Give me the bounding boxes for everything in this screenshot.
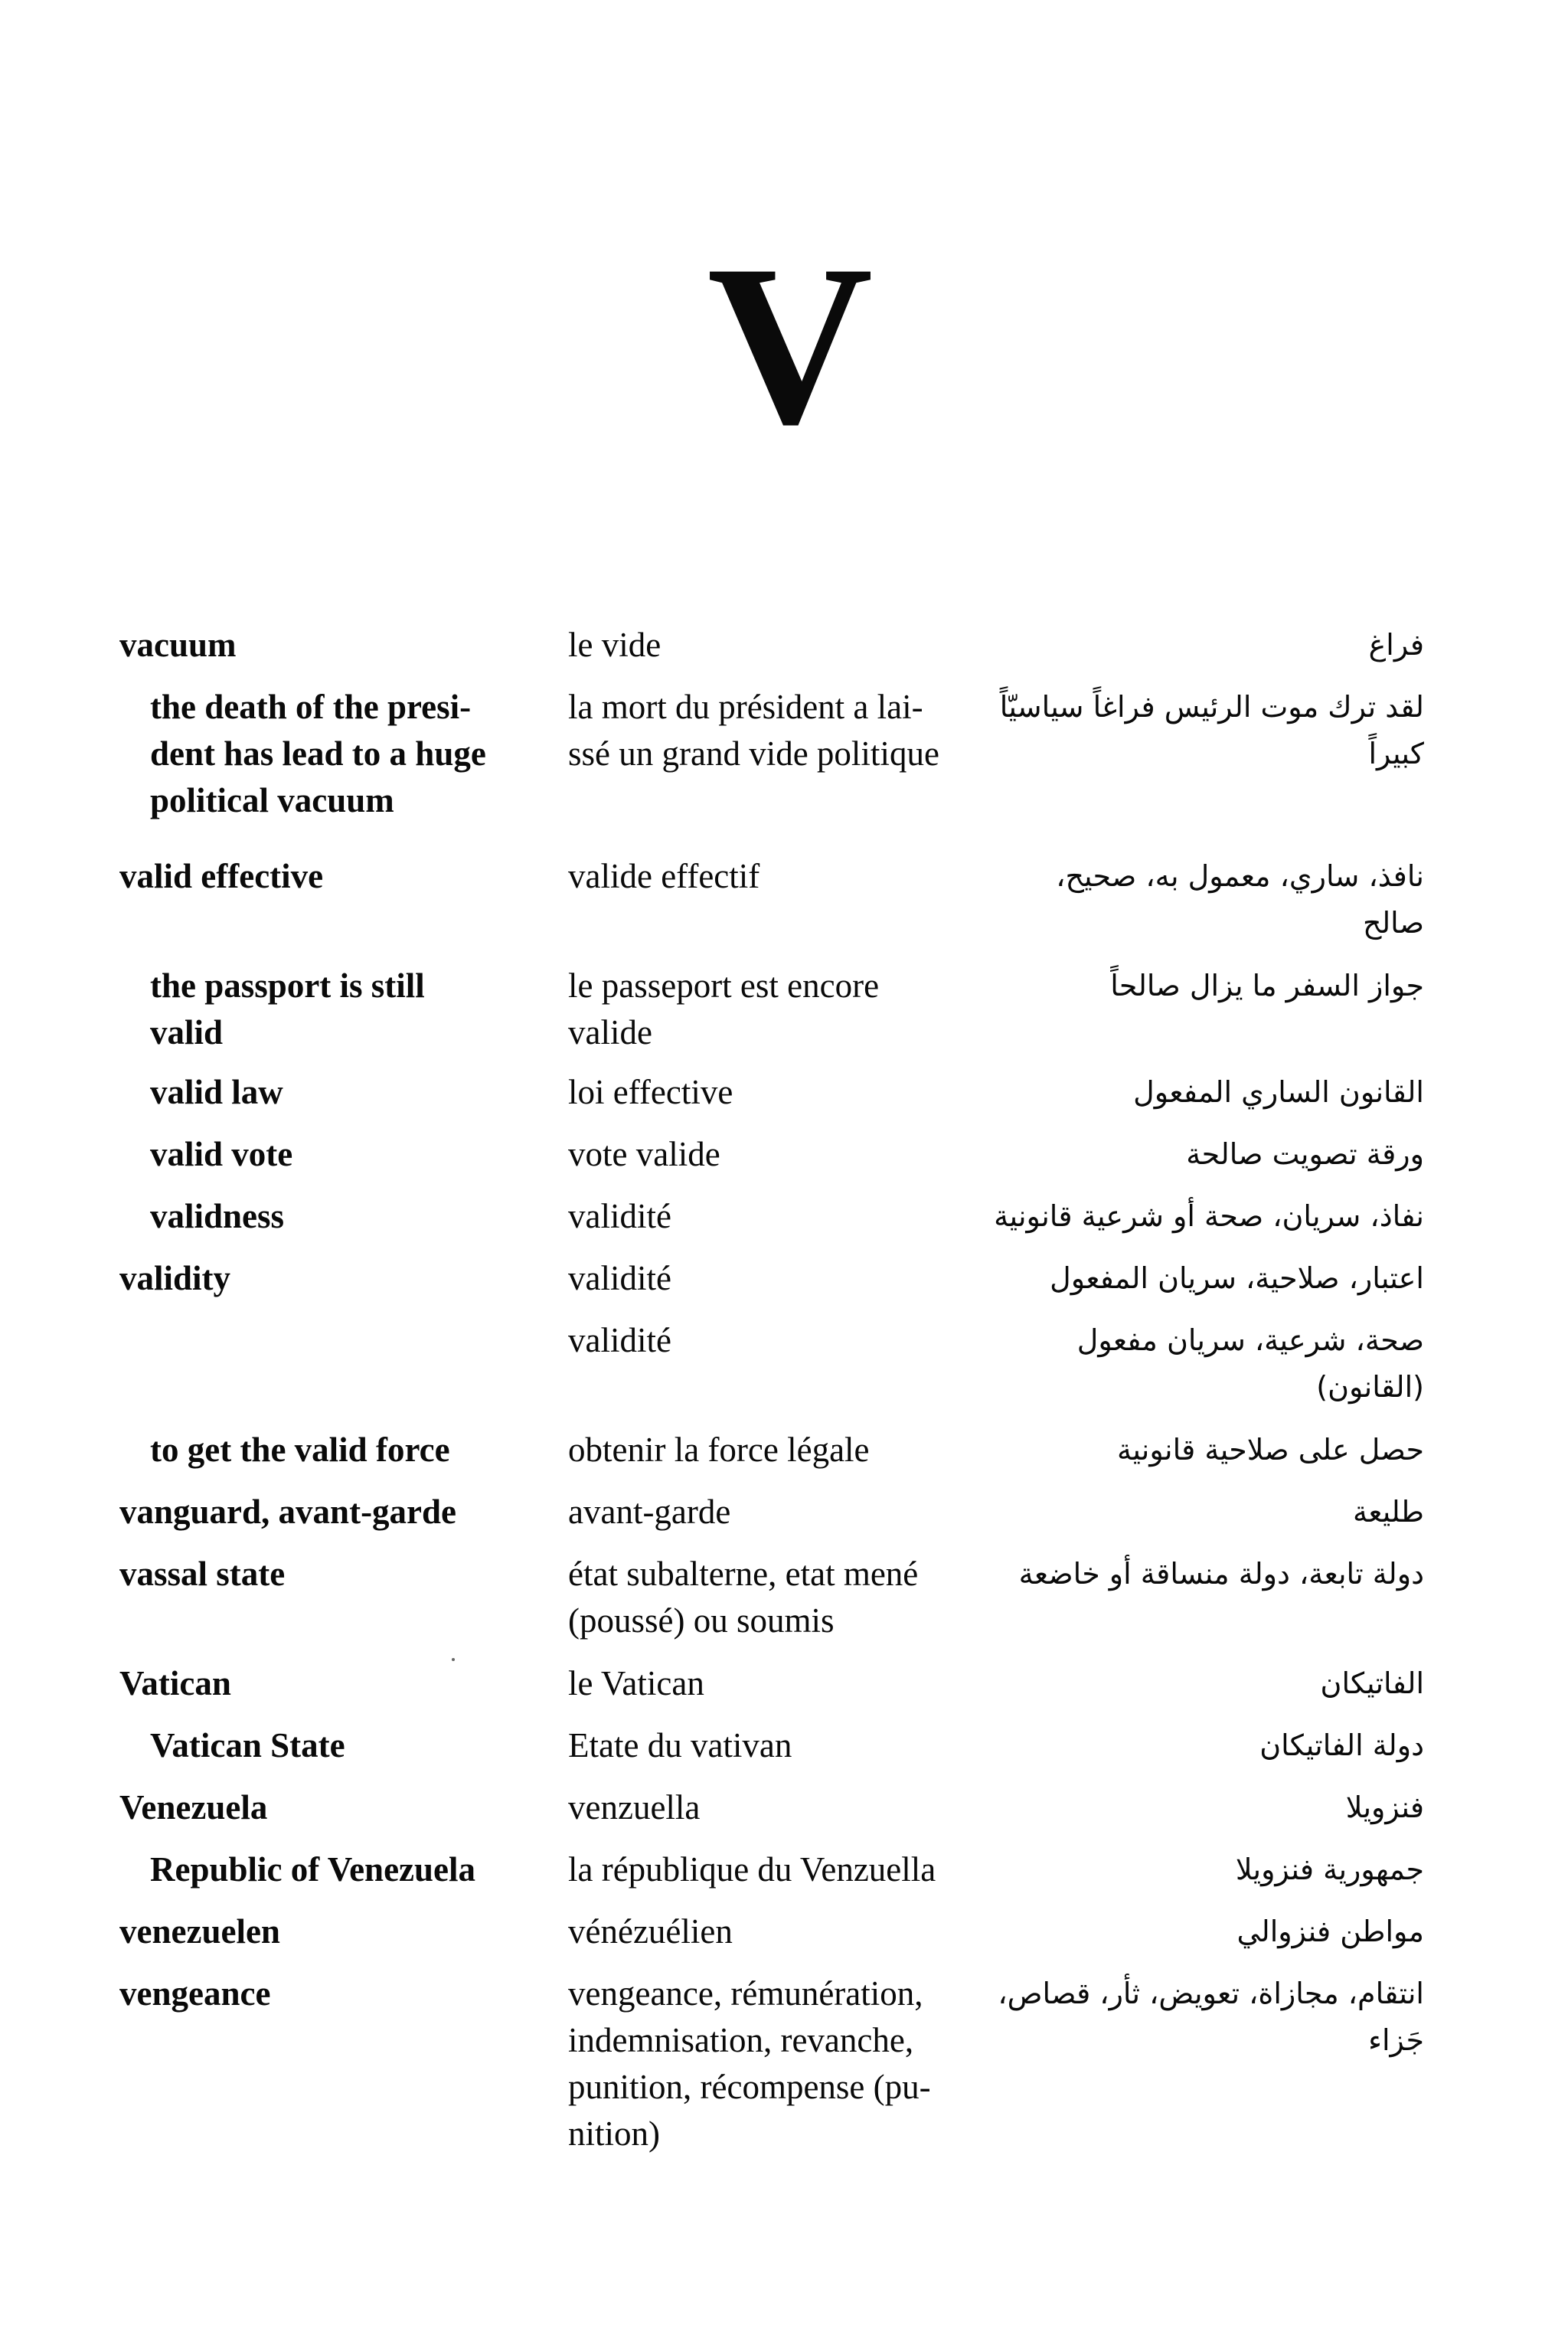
english-term-line: Venezuela — [119, 1788, 268, 1826]
french-term-line: valide effectif — [568, 857, 760, 895]
arabic-term — [965, 1660, 1424, 1707]
french-term — [568, 1970, 982, 2157]
arabic-term-line: كبيراً — [1368, 737, 1424, 770]
arabic-term-line: انتقام، مجازاة، تعويض، ثأر، قصاص، — [998, 1977, 1424, 2010]
english-term — [150, 1427, 579, 1473]
english-term-line: venezuelen — [119, 1912, 280, 1951]
arabic-term — [965, 1069, 1424, 1116]
english-term-line: vanguard, avant-garde — [119, 1493, 457, 1531]
french-term-line: validité — [568, 1321, 671, 1359]
arabic-term — [965, 1551, 1424, 1598]
english-term — [119, 1784, 548, 1831]
arabic-term — [965, 1255, 1424, 1302]
french-term-line: état subalterne, etat mené — [568, 1555, 919, 1593]
arabic-term-line: ورقة تصويت صالحة — [1186, 1137, 1424, 1171]
arabic-term — [965, 1427, 1424, 1473]
arabic-term — [965, 963, 1424, 1009]
french-term — [568, 1908, 982, 1955]
english-term-line: valid — [150, 1013, 224, 1051]
arabic-term-line: جمهورية فنزويلا — [1235, 1853, 1424, 1886]
french-term-line: nition) — [568, 2114, 660, 2153]
arabic-term-line: طليعة — [1353, 1495, 1424, 1529]
section-letter-heading: V — [707, 217, 874, 472]
english-term — [119, 1551, 548, 1598]
french-term-line: la mort du président a lai- — [568, 688, 923, 726]
arabic-term — [965, 1317, 1424, 1411]
french-term-line: Etate du vativan — [568, 1726, 792, 1764]
french-term-line: validité — [568, 1259, 671, 1297]
french-term — [568, 1069, 982, 1116]
english-term-line: dent has lead to a huge — [150, 734, 486, 773]
arabic-term — [965, 1908, 1424, 1955]
french-term — [568, 853, 982, 900]
french-term-line: validité — [568, 1197, 671, 1235]
english-term — [119, 622, 548, 669]
french-term-line: valide — [568, 1013, 652, 1051]
french-term-line: punition, récompense (pu- — [568, 2068, 931, 2106]
english-term — [119, 1970, 548, 2017]
english-term-line: the passport is still — [150, 966, 425, 1005]
english-term-line: vacuum — [119, 626, 237, 664]
english-term-line: to get the valid force — [150, 1431, 450, 1469]
french-term — [568, 1427, 982, 1473]
french-term — [568, 1131, 982, 1178]
arabic-term — [965, 1131, 1424, 1178]
french-term-line: indemnisation, revanche, — [568, 2021, 914, 2059]
english-term — [150, 1131, 579, 1178]
arabic-term-line: لقد ترك موت الرئيس فراغاً سياسيّاً — [999, 690, 1424, 724]
english-term — [150, 1722, 579, 1769]
english-term-line: Republic of Venezuela — [150, 1850, 476, 1889]
french-term-line: (poussé) ou soumis — [568, 1601, 835, 1640]
english-term-line: political vacuum — [150, 781, 394, 819]
english-term — [119, 1908, 548, 1955]
arabic-term — [965, 622, 1424, 669]
french-term-line: loi effective — [568, 1073, 733, 1111]
english-term-line: vassal state — [119, 1555, 286, 1593]
arabic-term-line: جَزاء — [1368, 2023, 1424, 2057]
french-term — [568, 963, 982, 1056]
arabic-term-line: صالح — [1363, 906, 1424, 940]
english-term — [150, 1846, 579, 1893]
french-term — [568, 1660, 982, 1707]
french-term — [568, 1255, 982, 1302]
french-term-line: avant-garde — [568, 1493, 731, 1531]
french-term-line: venzuella — [568, 1788, 701, 1826]
french-term — [568, 1317, 982, 1364]
french-term — [568, 1722, 982, 1769]
french-term-line: vénézuélien — [568, 1912, 733, 1951]
arabic-term-line: جواز السفر ما يزال صالحاً — [1110, 969, 1424, 1002]
english-term-line: valid vote — [150, 1135, 293, 1173]
english-term — [150, 684, 579, 824]
english-term — [119, 1489, 548, 1535]
french-term-line: le vide — [568, 626, 662, 664]
english-term-line: Vatican — [119, 1664, 231, 1702]
arabic-term-line: نافذ، ساري، معمول به، صحيح، — [1056, 859, 1424, 893]
french-term-line: la république du Venzuella — [568, 1850, 936, 1889]
arabic-term-line: القانون الساري المفعول — [1133, 1075, 1424, 1109]
english-term — [119, 1660, 548, 1707]
english-term-line: validness — [150, 1197, 285, 1235]
arabic-term-line: حصل على صلاحية قانونية — [1116, 1433, 1424, 1467]
arabic-term-line: مواطن فنزوالي — [1236, 1915, 1424, 1948]
arabic-term-line: فراغ — [1368, 628, 1424, 662]
french-term — [568, 1489, 982, 1535]
french-term — [568, 1551, 982, 1644]
arabic-term — [965, 1970, 1424, 2064]
english-term-line: valid law — [150, 1073, 283, 1111]
french-term — [568, 622, 982, 669]
english-term — [119, 1255, 548, 1302]
arabic-term — [965, 1193, 1424, 1240]
arabic-term-line: (القانون) — [1316, 1370, 1424, 1404]
arabic-term-line: صحة، شرعية، سريان مفعول — [1076, 1323, 1424, 1357]
english-term-line: vengeance — [119, 1974, 271, 2013]
arabic-term-line: دولة تابعة، دولة منساقة أو خاضعة — [1018, 1557, 1424, 1591]
arabic-term-line: نفاذ، سريان، صحة أو شرعية قانونية — [994, 1199, 1424, 1233]
arabic-term — [965, 1489, 1424, 1535]
arabic-term-line: الفاتيكان — [1320, 1666, 1424, 1700]
french-term-line: le passeport est encore — [568, 966, 880, 1005]
french-term-line: ssé un grand vide politique — [568, 734, 939, 773]
french-term — [568, 1846, 982, 1893]
french-term-line: vengeance, rémunération, — [568, 1974, 923, 2013]
french-term-line: vote valide — [568, 1135, 720, 1173]
english-term-line: valid effective — [119, 857, 324, 895]
arabic-term — [965, 1722, 1424, 1769]
english-term-line: Vatican State — [150, 1726, 345, 1764]
french-term — [568, 684, 982, 777]
english-term — [150, 963, 579, 1056]
arabic-term — [965, 684, 1424, 777]
arabic-term-line: فنزويلا — [1345, 1790, 1424, 1824]
arabic-term — [965, 1846, 1424, 1893]
english-term-line: the death of the presi- — [150, 688, 472, 726]
speck-mark — [452, 1658, 455, 1661]
french-term — [568, 1193, 982, 1240]
french-term-line: le Vatican — [568, 1664, 704, 1702]
french-term — [568, 1784, 982, 1831]
arabic-term-line: دولة الفاتيكان — [1259, 1728, 1424, 1762]
arabic-term — [965, 1784, 1424, 1831]
english-term — [119, 853, 548, 900]
english-term — [150, 1193, 579, 1240]
arabic-term-line: اعتبار، صلاحية، سريان المفعول — [1050, 1261, 1424, 1295]
english-term-line: validity — [119, 1259, 231, 1297]
arabic-term — [965, 853, 1424, 947]
french-term-line: obtenir la force légale — [568, 1431, 870, 1469]
english-term — [150, 1069, 579, 1116]
